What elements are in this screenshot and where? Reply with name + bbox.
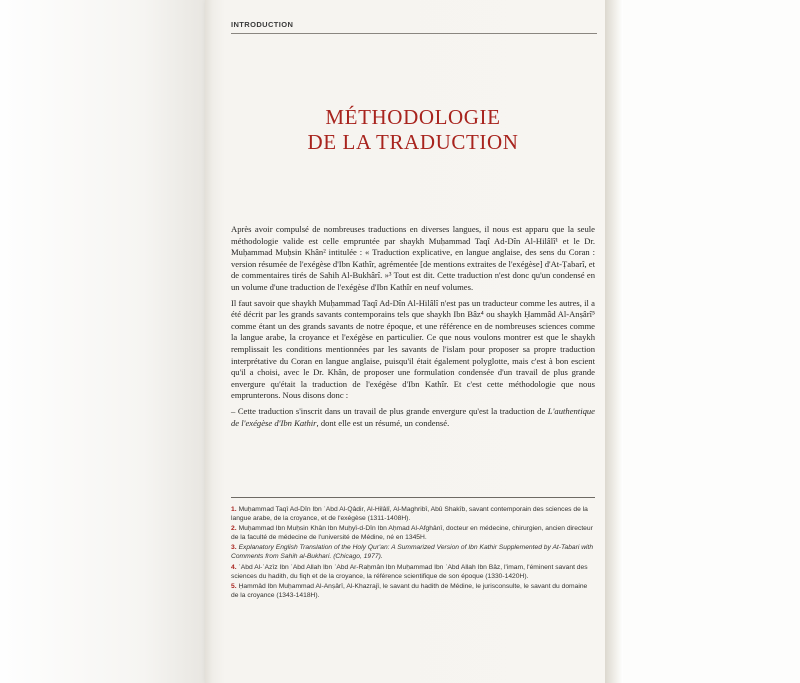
footnote-text: ʿAbd Al-ʿAzîz Ibn ʿAbd Allah Ibn ʿAbd Ar-Raḥmân Ibn Muḥammad Ibn ʿAbd Allah Ibn Bâz, l'imam, l'éminent savant des sciences du hadith, du fiqh et de la croyance, la référence scientifique de son époque (1330-1420H).	[231, 563, 588, 580]
body-text	[231, 224, 595, 433]
footnote-text: Explanatory English Translation of the Holy Qur'an: A Summarized Version of Ibn Kathir Supplemented by At-Tabari with Comments from Sahih al-Bukhari. (Chicago, 1977).	[231, 544, 594, 561]
footnote-3	[231, 543, 595, 561]
paragraph-3	[231, 406, 595, 429]
footnote-text: Muḥammad Ibn Muḥsin Khân Ibn Muḥyî-d-Dîn Ibn Aḥmad Al-Afghânî, docteur en médecine, chirurgien, ancien directeur de la faculté de médecine de l'université de Médine, né en 1345H.	[231, 525, 593, 542]
footnote-4	[231, 563, 595, 581]
paragraph-3-start: – Cette traduction s'inscrit dans un travail de plus grande envergure qu'est la traduction de	[231, 405, 548, 416]
left-background	[0, 0, 205, 683]
page-edge	[605, 0, 623, 683]
footnote-rule	[231, 497, 595, 498]
footnote-number: 3.	[231, 544, 237, 552]
footnote-text: Muḥammad Taqî Ad-Dîn Ibn ʿAbd Al-Qâdir, Al-Hilâlî, Al-Maghribî, Abû Shakîb, savant contemporain des sciences de la langue arabe, de la croyance, et de l'exégèse (1311-1408H).	[231, 506, 588, 523]
footnotes	[231, 505, 595, 601]
book-page	[205, 0, 605, 683]
running-header: INTRODUCTION	[231, 20, 294, 29]
paragraph-2: Il faut savoir que shaykh Muḥammad Taqî Ad-Dîn Al-Hilâlî n'est pas un traducteur comme les autres, il a été décrit par les grands savants contemporains tels que shaykh Ibn Bâz⁴ ou shaykh Ḥammâd Al-Anṣârî⁵ comme étant un des grands savants de notre époque, et une référence en de nombreuses sciences comme la langue arabe, la croyance et l'exégèse en particulier. Ce que nous voulons montrer est que le shaykh remplissait les conditions mentionnées par les savants de l'islam pour proposer sa propre traduction interprétative du Coran en langue anglaise, puisqu'il était également polyglotte, mais c'est à bon escient qu'il a choisi, avec le Dr. Khân, de proposer une formulation condensée d'un travail de plus grande envergure qu'était la traduction de l'exégèse d'Ibn Kathîr. Et c'est cette méthodologie que nous emprunterons. Nous disons donc :	[231, 297, 595, 401]
chapter-title-line-2: DE LA TRADUCTION	[307, 130, 519, 154]
footnote-1	[231, 505, 595, 523]
footnote-number: 2.	[231, 525, 237, 533]
footnote-5	[231, 582, 595, 600]
paragraph-1: Après avoir compulsé de nombreuses traductions en diverses langues, il nous est apparu que la seule méthodologie valide est celle empruntée par shaykh Muḥammad Taqî Ad-Dîn Al-Hilâlî¹ et le Dr. Muḥammad Muḥsin Khân² intitulée : « Traduction explicative, en langue anglaise, des sens du Coran : version résumée de l'exégèse d'Ibn Kathîr, agrémentée [de mentions extraites de l'exégèse] d'At-Ṭabarî, et de commentaires tirés de Sahih Al-Bukhârî. »³ Tout est dit. Cette traduction n'est donc qu'un condensé en un volume d'une traduction de l'exégèse d'Ibn Kathîr en neuf volumes.	[231, 224, 595, 292]
footnote-text: Ḥammâd Ibn Muḥammad Al-Anṣârî, Al-Khazrajî, le savant du hadith de Médine, le jurisconsulte, le savant du domaine de la croyance (1343-1418H).	[231, 582, 588, 599]
footnote-number: 1.	[231, 506, 237, 513]
footnote-2	[231, 524, 595, 542]
chapter-title	[231, 105, 595, 155]
header-rule	[231, 33, 597, 34]
chapter-title-line-1: MÉTHODOLOGIE	[325, 105, 501, 129]
footnote-number: 5.	[231, 582, 237, 590]
paragraph-3-book-title: L'authentique de l'exégèse d'Ibn Kathir	[231, 405, 595, 428]
paragraph-3-end: , dont elle est un résumé, un condensé.	[316, 417, 450, 428]
footnote-number: 4.	[231, 563, 237, 571]
